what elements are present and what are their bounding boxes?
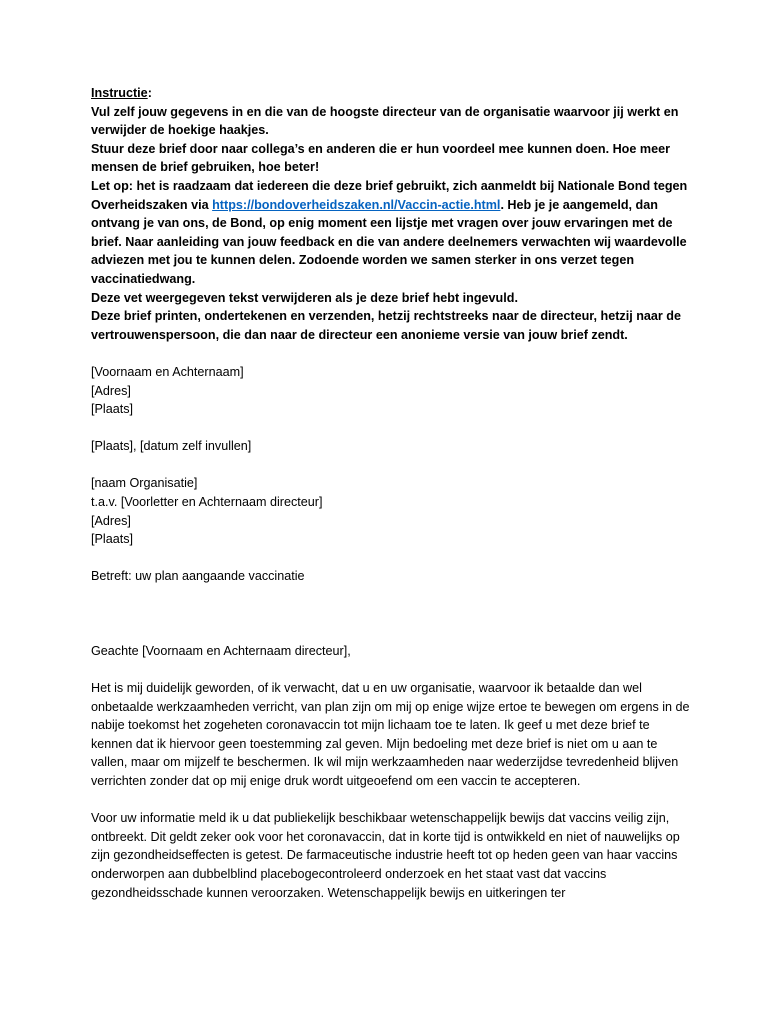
spacer — [91, 660, 691, 679]
instruction-block — [91, 84, 691, 344]
spacer — [91, 419, 691, 438]
register-text-pre: Let op: het is raadzaam dat iedereen die deze brief gebruikt, zich aanmeldt bij Nationale Bond tegen Overheidszaken via — [91, 178, 688, 212]
instruction-line-remove: Deze vet weergegeven tekst verwijderen als je deze brief hebt ingevuld. — [91, 290, 518, 305]
spacer — [91, 344, 691, 363]
place-date: [Plaats], [datum zelf invullen] — [91, 439, 252, 454]
spacer — [91, 791, 691, 810]
recipient-city: [Plaats] — [91, 532, 133, 547]
recipient-address: [Adres] — [91, 513, 131, 528]
instruction-line-forward: Stuur deze brief door naar collega’s en anderen die er hun voordeel mee kunnen doen. Hoe meer mensen de brief gebruiken, hoe beter! — [91, 141, 670, 175]
letter-content — [91, 84, 691, 902]
instruction-line-register — [91, 177, 691, 289]
instruction-heading-colon: : — [147, 86, 152, 100]
recipient-block — [91, 474, 691, 548]
spacer — [91, 549, 691, 568]
salutation: Geachte [Voornaam en Achternaam directeur], — [91, 643, 351, 658]
register-text-post: . Heb je je aangemeld, dan ontvang je van ons, de Bond, op enig moment een lijstje met vragen over jouw ervaringen met de brief. Naar aanleiding van jouw feedback en die van andere deelnemers verwachten wij waardevolle adviezen met jou te kunnen delen. Zodoende worden we samen sterker in ons verzet tegen vaccinatiedwang. — [91, 197, 687, 286]
instruction-line-print: Deze brief printen, ondertekenen en verzenden, hetzij rechtstreeks naar de directeur, hetzij naar de vertrouwenspersoon, die dan naar de directeur een anonieme versie van jouw brief zendt. — [91, 309, 681, 342]
register-link[interactable]: https://bondoverheidszaken.nl/Vaccin-actie.html — [212, 197, 501, 212]
subject-line: Betreft: uw plan aangaande vaccinatie — [91, 569, 305, 584]
instruction-line-fill-in: Vul zelf jouw gegevens in en die van de hoogste directeur van de organisatie waarvoor jij werkt en verwijder de hoekige haakjes. — [91, 104, 679, 138]
sender-block — [91, 363, 691, 419]
instruction-heading — [91, 84, 691, 103]
sender-city: [Plaats] — [91, 402, 133, 417]
sender-address: [Adres] — [91, 383, 131, 398]
spacer — [91, 586, 691, 642]
instruction-heading-label: Instructie — [91, 86, 148, 100]
body-paragraph-2: Voor uw informatie meld ik u dat publiekelijk beschikbaar wetenschappelijk bewijs dat vaccins veilig zijn, ontbreekt. Dit geldt zeker ook voor het coronavaccin, dat in korte tijd is ontwikkeld en niet of nauwelijks op zijn gezondheidseffecten is getest. De farmaceutische industrie heeft tot op heden geen van haar vaccins onderworpen aan dubbelblind placebogecontroleerd onderzoek en het staat vast dat vaccins gezondheidsschade kunnen veroorzaken. Wetenschappelijk bewijs en uitkeringen ter — [91, 811, 680, 900]
spacer — [91, 456, 691, 475]
body-paragraph-1: Het is mij duidelijk geworden, of ik verwacht, dat u en uw organisatie, waarvoor ik betaalde dan wel onbetaalde werkzaamheden verricht, van plan zijn om mij op enige wijze ertoe te bewegen om ergens in de nabije toekomst het zogeheten coronavaccin tot mijn lichaam toe te laten. Ik geef u met deze brief te kennen dat ik hiervoor geen toestemming zal geven. Mijn bedoeling met deze brief is niet om u aan te vallen, maar om mijzelf te beschermen. Ik wil mijn werkzaamheden naar wederzijdse tevredenheid blijven verrichten zonder dat op mij enige druk wordt uitgeoefend om een vaccin te accepteren. — [91, 681, 690, 788]
recipient-organisation: [naam Organisatie] — [91, 476, 198, 491]
sender-name: [Voornaam en Achternaam] — [91, 364, 244, 379]
recipient-attn: t.a.v. [Voorletter en Achternaam directeur] — [91, 495, 323, 510]
